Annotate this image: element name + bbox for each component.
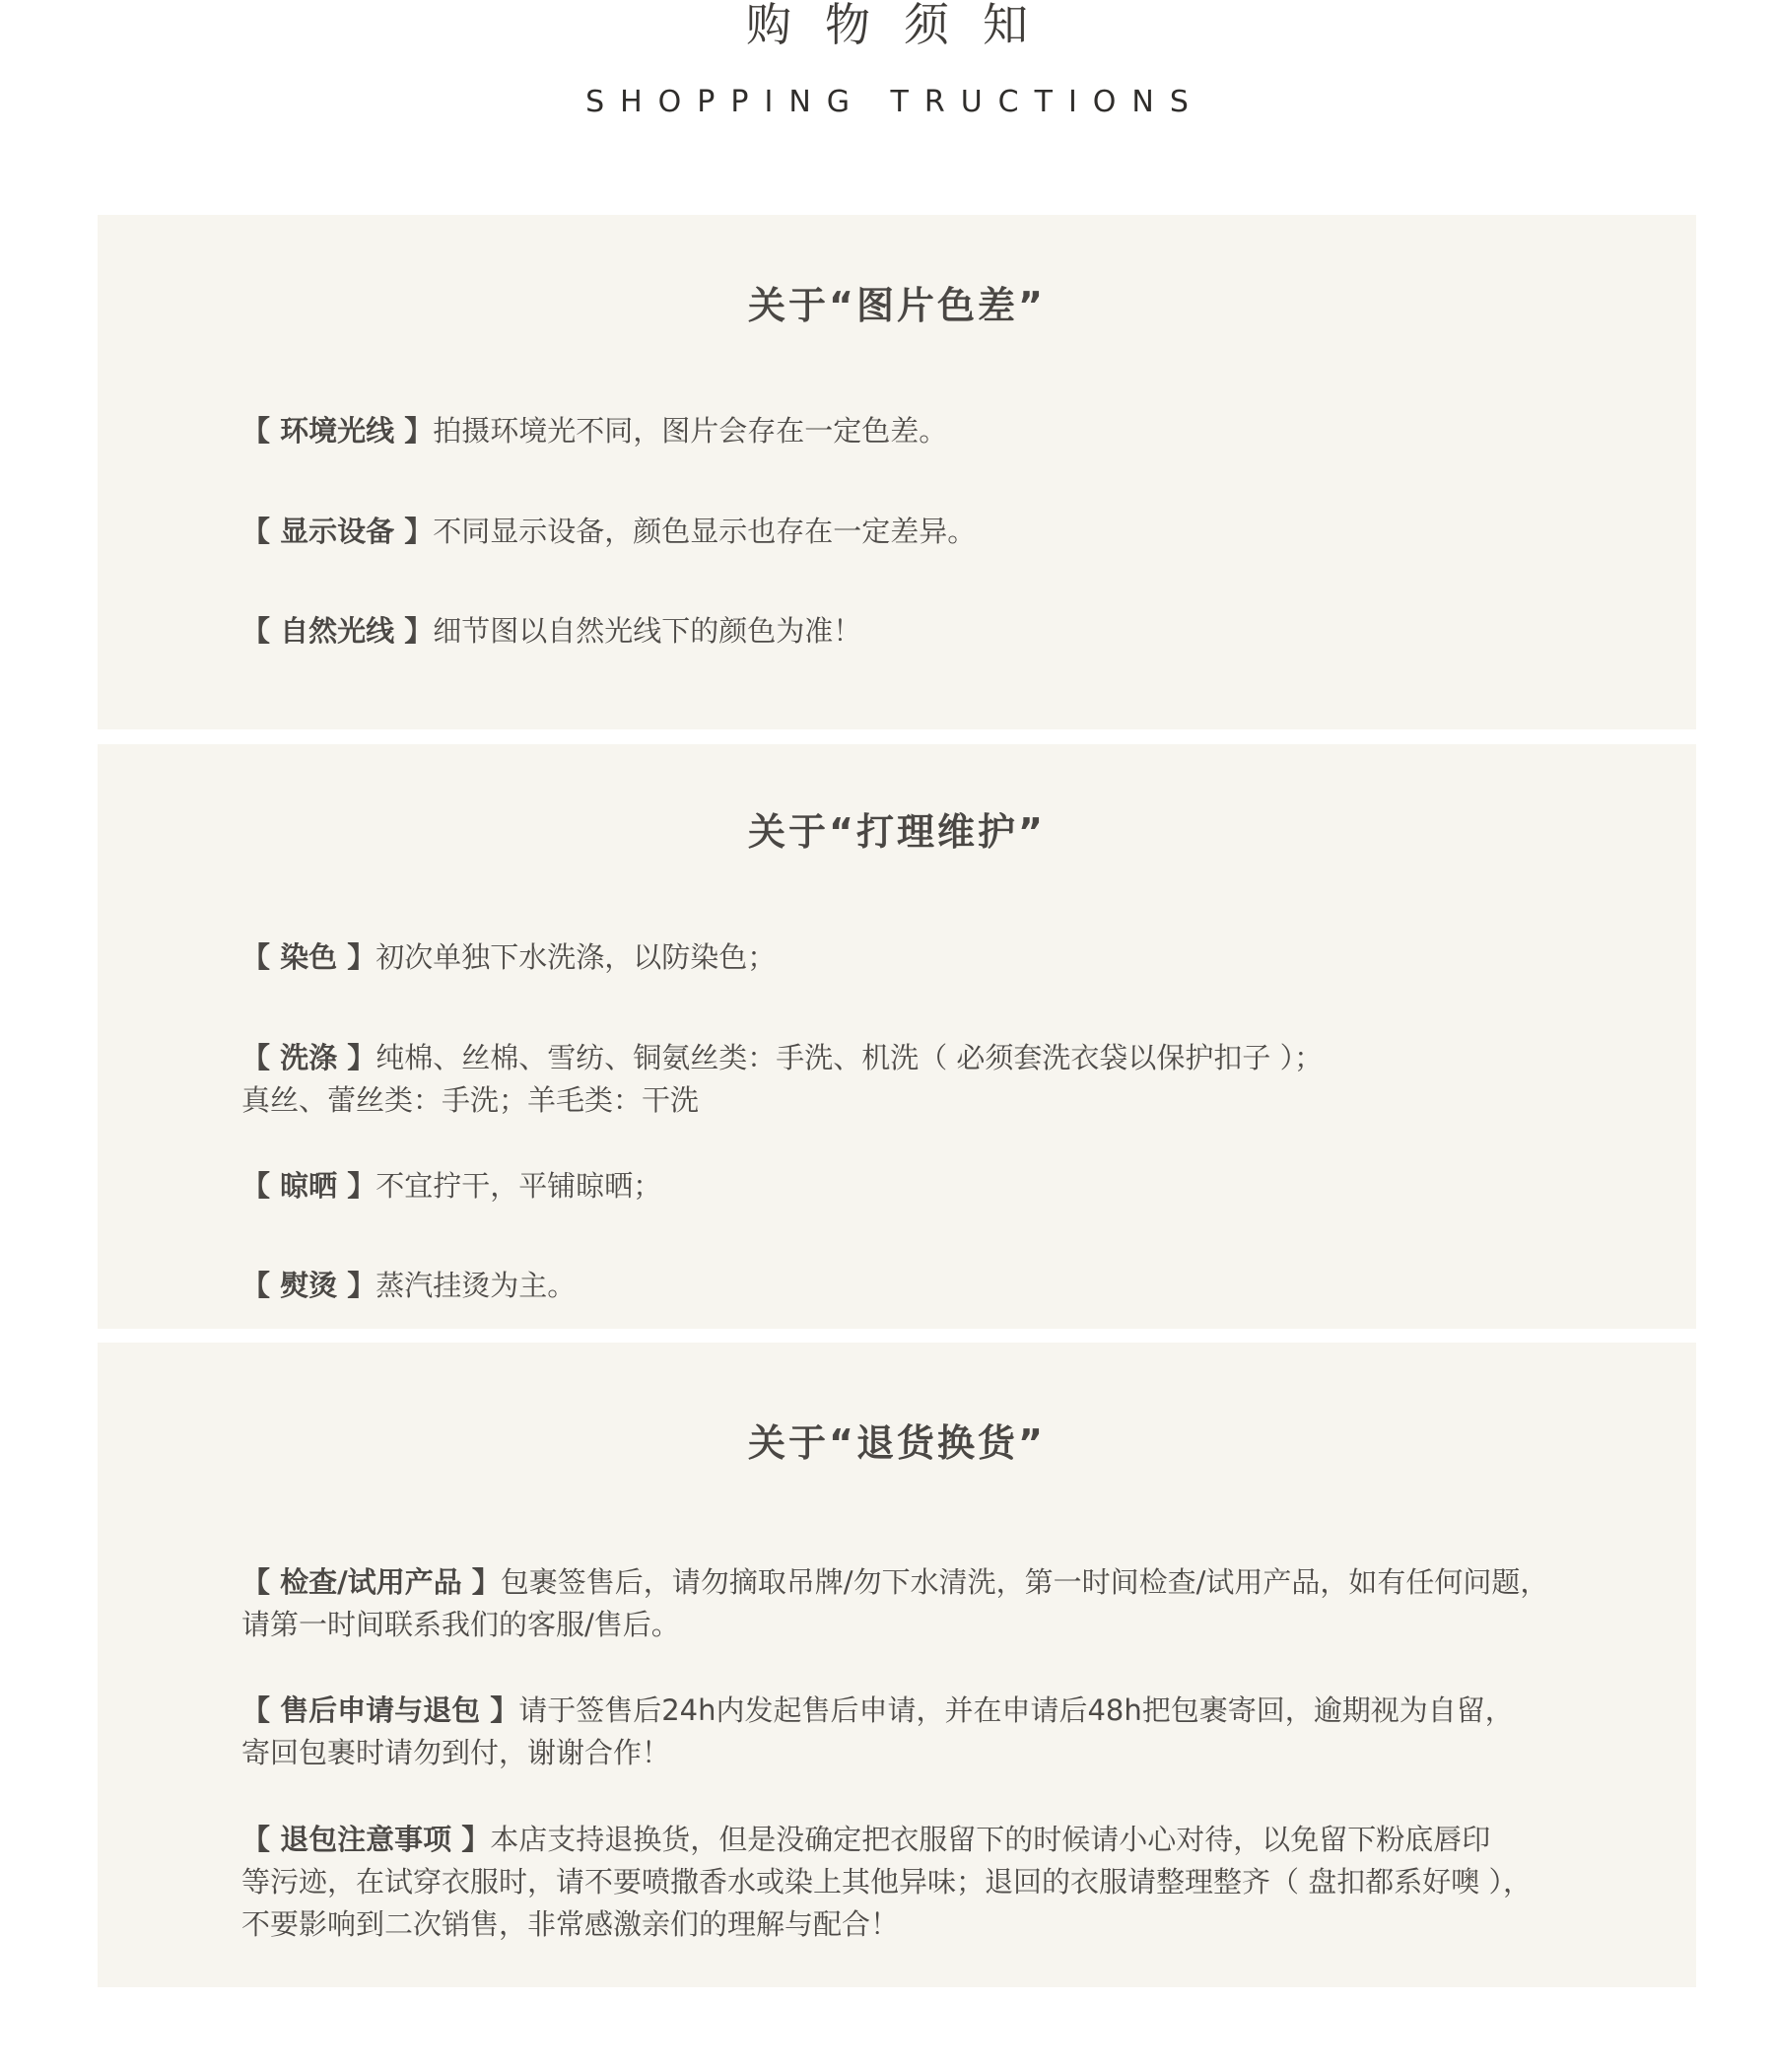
item-tag: 【 熨烫 】 bbox=[241, 1269, 376, 1302]
section-color-difference bbox=[98, 215, 1696, 729]
item-tag: 【 晾晒 】 bbox=[241, 1169, 376, 1203]
item-tag: 【 显示设备 】 bbox=[241, 515, 434, 548]
item-text-line-2: 寄回包裹时请勿到付，谢谢合作！ bbox=[241, 1736, 671, 1769]
item-text: 纯棉、丝棉、雪纺、铜氨丝类：手洗、机洗（ 必须套洗衣袋以保护扣子 ）； bbox=[375, 1041, 1324, 1074]
item-tag: 【 检查/试用产品 】 bbox=[241, 1565, 501, 1599]
item-text: 本店支持退换货，但是没确定把衣服留下的时候请小心对待，以免留下粉底唇印 bbox=[490, 1823, 1491, 1856]
item-text: 不宜拧干，平铺晾晒； bbox=[375, 1169, 662, 1203]
item-text: 细节图以自然光线下的颜色为准！ bbox=[433, 614, 862, 648]
list-item bbox=[241, 1561, 1661, 1646]
page-subtitle: SHOPPING TRUCTIONS bbox=[585, 85, 1204, 119]
list-item bbox=[241, 1037, 1661, 1122]
section-heading: 关于“退货换货” bbox=[748, 1421, 1046, 1465]
item-text-line-2: 真丝、蕾丝类：手洗；羊毛类：干洗 bbox=[241, 1083, 700, 1117]
page-title: 购物须知 bbox=[746, 0, 1061, 51]
item-text-line-3: 不要影响到二次销售，非常感激亲们的理解与配合！ bbox=[241, 1907, 900, 1941]
item-text: 包裹签售后，请勿摘取吊牌/勿下水清洗，第一时间检查/试用产品，如有任何问题， bbox=[500, 1565, 1549, 1599]
list-item bbox=[241, 936, 1661, 979]
item-text: 不同显示设备，颜色显示也存在一定差异。 bbox=[433, 515, 977, 548]
item-tag: 【 染色 】 bbox=[241, 940, 376, 974]
item-text: 拍摄环境光不同，图片会存在一定色差。 bbox=[433, 414, 948, 448]
item-tag: 【 售后申请与退包 】 bbox=[241, 1693, 519, 1727]
section-heading: 关于“打理维护” bbox=[748, 810, 1046, 854]
item-tag: 【 退包注意事项 】 bbox=[241, 1823, 491, 1856]
list-item bbox=[241, 610, 1661, 653]
list-item bbox=[241, 1165, 1661, 1208]
item-text: 蒸汽挂烫为主。 bbox=[375, 1269, 577, 1302]
section-heading: 关于“图片色差” bbox=[748, 284, 1046, 327]
item-tag: 【 自然光线 】 bbox=[241, 614, 434, 648]
list-item bbox=[241, 1819, 1661, 1946]
list-item bbox=[241, 410, 1661, 452]
list-item bbox=[241, 1690, 1661, 1774]
section-returns-exchanges bbox=[98, 1343, 1696, 1987]
list-item bbox=[241, 511, 1661, 553]
item-text: 初次单独下水洗涤，以防染色； bbox=[375, 940, 777, 974]
item-text-line-2: 等污迹，在试穿衣服时，请不要喷撒香水或染上其他异味；退回的衣服请整理整齐（ 盘扣都系好噢 ）， bbox=[241, 1865, 1532, 1899]
list-item bbox=[241, 1265, 1661, 1307]
item-tag: 【 洗涤 】 bbox=[241, 1041, 376, 1074]
section-care-maintenance bbox=[98, 744, 1696, 1329]
item-text-line-2: 请第一时间联系我们的客服/售后。 bbox=[241, 1608, 680, 1641]
item-text: 请于签售后24h内发起售后申请，并在申请后48h把包裹寄回，逾期视为自留， bbox=[518, 1693, 1514, 1727]
item-tag: 【 环境光线 】 bbox=[241, 414, 434, 448]
